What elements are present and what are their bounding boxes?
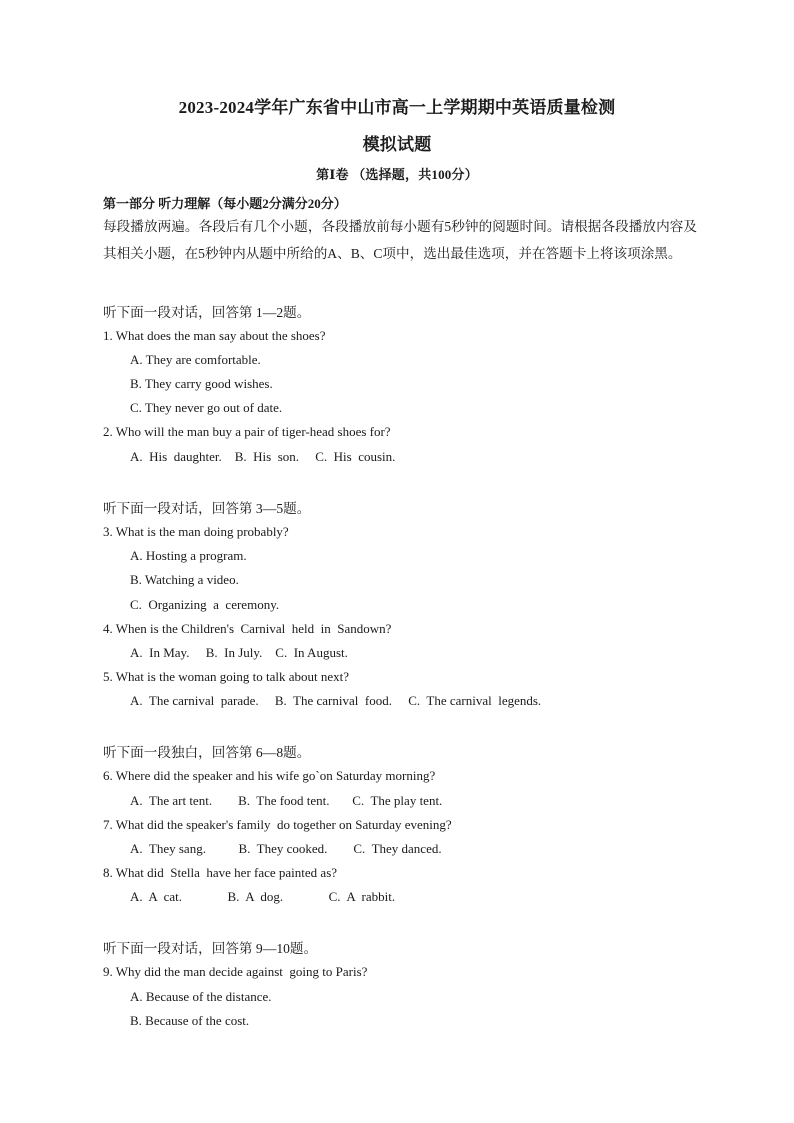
question-4: 4. When is the Children's Carnival held in Sandown? xyxy=(103,621,392,636)
options-5: A. The carnival parade. B. The carnival food. C. The carnival legends. xyxy=(130,693,542,708)
question-9: 9. Why did the man decide against going to Paris? xyxy=(103,964,368,979)
question-6: 6. Where did the speaker and his wife go`on Saturday morning? xyxy=(103,768,436,783)
question-7: 7. What did the speaker's family do together on Saturday evening? xyxy=(103,817,452,832)
options-8: A. A cat. B. A dog. C. A rabbit. xyxy=(130,889,396,904)
section-intro: 听下面一段对话，回答第 1—2题。 xyxy=(103,305,311,320)
exam-title: 2023-2024学年广东省中山市高一上学期期中英语质量检测 xyxy=(178,98,616,117)
volume-heading: 第Ⅰ卷 （选择题，共100分） xyxy=(316,167,478,182)
option-1a: A. They are comfortable. xyxy=(130,352,261,367)
option-3a: A. Hosting a program. xyxy=(130,548,247,563)
question-8: 8. What did Stella have her face painted as? xyxy=(103,865,338,880)
option-9a: A. Because of the distance. xyxy=(130,989,272,1004)
option-3b: B. Watching a video. xyxy=(130,572,239,587)
options-4: A. In May. B. In July. C. In August. xyxy=(130,645,348,660)
exam-subtitle: 模拟试题 xyxy=(362,135,432,154)
part1-heading: 第一部分 听力理解（每小题2分满分20分） xyxy=(103,196,347,211)
question-1: 1. What does the man say about the shoes? xyxy=(103,328,326,343)
question-2: 2. Who will the man buy a pair of tiger-head shoes for? xyxy=(103,424,391,439)
section-intro: 听下面一段对话，回答第 9—10题。 xyxy=(103,941,318,956)
section-intro: 听下面一段独白，回答第 6—8题。 xyxy=(103,745,311,760)
instructions-paragraph: 每段播放两遍。各段后有几个小题，各段播放前每小题有5秒钟的阅题时间。请根据各段播放内容及其相关小题，在5秒钟内从题中所给的A、B、C项中，选出最佳选项，并在答题卡上将该项涂黑。 xyxy=(103,219,697,261)
options-6: A. The art tent. B. The food tent. C. The play tent. xyxy=(130,793,443,808)
section-intro: 听下面一段对话，回答第 3—5题。 xyxy=(103,501,311,516)
question-5: 5. What is the woman going to talk about next? xyxy=(103,669,349,684)
option-9b: B. Because of the cost. xyxy=(130,1013,250,1028)
option-1b: B. They carry good wishes. xyxy=(130,376,273,391)
question-3: 3. What is the man doing probably? xyxy=(103,524,289,539)
option-1c: C. They never go out of date. xyxy=(130,400,283,415)
option-3c: C. Organizing a ceremony. xyxy=(130,597,280,612)
options-2: A. His daughter. B. His son. C. His cousin. xyxy=(130,449,396,464)
options-7: A. They sang. B. They cooked. C. They danced. xyxy=(130,841,442,856)
